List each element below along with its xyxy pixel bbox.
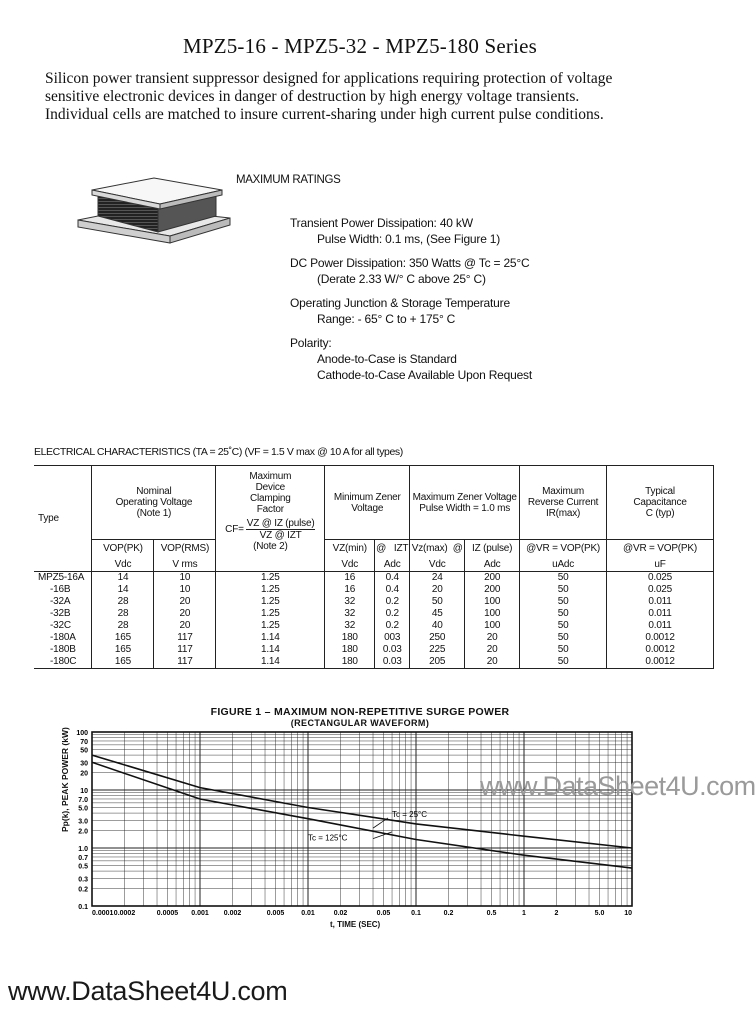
table-cell: 117 (154, 644, 216, 656)
header-line: Clamping (250, 493, 291, 504)
table-cell: 50 (520, 584, 607, 596)
unit-cell: Adc (375, 557, 410, 572)
y-tick-label: 0.2 (78, 886, 88, 894)
table-cell: 1.14 (216, 644, 325, 656)
vz-min-header: VZ(min) (325, 540, 375, 558)
table-cell: 28 (92, 596, 154, 608)
electrical-heading: ELECTRICAL CHARACTERISTICS (TA = 25˚C) (VF = 1.5 V max @ 10 A for all types) (34, 446, 403, 458)
table-cell: 1.14 (216, 632, 325, 644)
table-cell: 0.03 (375, 644, 410, 656)
table-cell: 50 (520, 644, 607, 656)
x-tick-label: 0.5 (486, 910, 497, 917)
table-cell: 20 (154, 620, 216, 632)
type-cell: -32B (50, 608, 71, 619)
x-tick-label: 1 (522, 910, 526, 917)
chart-ticks (76, 730, 632, 917)
y-tick-label: 3.0 (78, 818, 88, 826)
table-cell: 180 (325, 644, 375, 656)
table-cell: 1.25 (216, 620, 325, 632)
chart-frame (92, 732, 632, 906)
table-cell: 28 (92, 608, 154, 620)
y-tick-label: 0.1 (78, 904, 88, 911)
curve-label-125: Tc = 125°C (308, 833, 348, 843)
at-sign: @ (376, 543, 387, 554)
x-tick-label: 2 (554, 910, 559, 917)
table-cell: 0.025 (607, 572, 714, 585)
vop-rms-header: VOP(RMS) (154, 540, 216, 558)
iz-header: IZ (pulse) (465, 540, 520, 558)
unit-cell: Vdc (325, 557, 375, 572)
page-title: MPZ5-16 - MPZ5-32 - MPZ5-180 Series (182, 34, 538, 58)
table-cell: 100 (465, 620, 520, 632)
table-cell: 20 (465, 656, 520, 669)
header-line: Voltage (351, 502, 384, 514)
table-cell: 32 (325, 596, 375, 608)
table-cell: 100 (465, 596, 520, 608)
table-cell: 28 (92, 620, 154, 632)
header-line: Maximum Zener Voltage (412, 491, 517, 503)
table-cell: 0.03 (375, 656, 410, 669)
watermark-chart: www.DataSheet4U.com (480, 771, 756, 801)
header-line: C (typ) (645, 508, 675, 519)
table-cell: 003 (375, 632, 410, 644)
derate: (Derate 2.33 W/° C above 25° C) (317, 272, 486, 286)
x-tick-label: 5.0 (594, 910, 605, 917)
table-cell: 0.025 (607, 584, 714, 596)
ratings-heading: MAXIMUM RATINGS (236, 174, 341, 186)
type-cell: -180A (50, 632, 76, 643)
table-cell: 50 (520, 596, 607, 608)
table-cell: 20 (410, 584, 465, 596)
x-tick-label: 0.05 (376, 910, 391, 917)
table-cell: 165 (92, 644, 154, 656)
header-line: Capacitance (633, 497, 687, 508)
table-cell: 16 (325, 584, 375, 596)
unit-cell: uF (607, 557, 714, 572)
table-cell: 0.2 (375, 596, 410, 608)
vz-max-label: Vz(max) (411, 543, 448, 554)
table-cell: 50 (520, 620, 607, 632)
polarity: Polarity: (290, 336, 332, 350)
table-cell: 10 (154, 572, 216, 585)
table-cell: 20 (154, 596, 216, 608)
curve-label-25: Tc = 25°C (392, 810, 428, 820)
table-cell: 0.011 (607, 596, 714, 608)
x-axis-label: t, TIME (SEC) (330, 920, 381, 929)
at-sign: @ (452, 543, 463, 554)
type-cell: -32C (50, 620, 71, 631)
vop-pk-header: VOP(PK) (92, 540, 154, 558)
table-cell: 0.4 (375, 584, 410, 596)
y-axis-label: Pp(k), PEAK POWER (kW) (60, 727, 70, 832)
dc-power: DC Power Dissipation: 350 Watts @ Tc = 25°C (290, 256, 530, 270)
unit-cell: V rms (154, 557, 216, 572)
table-cell: 225 (410, 644, 465, 656)
table-cell: 50 (520, 608, 607, 620)
table-cell: 1.14 (216, 656, 325, 669)
type-cell: -180B (50, 644, 76, 655)
cf-denominator: VZ @ IZT (259, 530, 302, 541)
x-tick-label: 0.005 (266, 910, 285, 917)
header-line: Maximum (542, 486, 585, 497)
header-line: Pulse Width = 1.0 ms (419, 502, 511, 514)
table-cell: 165 (92, 632, 154, 644)
header-line: Factor (256, 504, 284, 515)
header-line: Device (255, 482, 286, 493)
c-condition: @VR = VOP(PK) (607, 540, 714, 558)
pulse-width: Pulse Width: 0.1 ms, (See Figure 1) (317, 232, 501, 246)
watermark-footer: www.DataSheet4U.com (8, 976, 288, 1006)
x-tick-label: 0.0001 (92, 910, 114, 917)
type-header: Type (34, 466, 92, 572)
unit-cell: Adc (465, 557, 520, 572)
y-tick-label: 5.0 (78, 805, 88, 813)
x-tick-label: 0.001 (191, 910, 209, 917)
y-tick-label: 0.7 (78, 854, 88, 862)
table-cell: 32 (325, 608, 375, 620)
y-tick-label: 20 (80, 770, 88, 778)
table-cell: 50 (410, 596, 465, 608)
table-cell: 0.0012 (607, 656, 714, 669)
table-cell: 0.011 (607, 608, 714, 620)
x-tick-label: 0.02 (333, 910, 348, 917)
x-tick-label: 0.01 (301, 910, 315, 917)
table-cell: 50 (520, 632, 607, 644)
table-cell: 117 (154, 632, 216, 644)
table-cell: 20 (465, 632, 520, 644)
table-cell: 250 (410, 632, 465, 644)
table-cell: 200 (465, 572, 520, 585)
polarity-alternate: Cathode-to-Case Available Upon Request (317, 368, 532, 382)
table-cell: 45 (410, 608, 465, 620)
table-cell: 1.25 (216, 608, 325, 620)
table-cell: 205 (410, 656, 465, 669)
table-cell: 20 (465, 644, 520, 656)
table-cell: 100 (465, 608, 520, 620)
table-cell: 0.0012 (607, 632, 714, 644)
table-cell: 0.2 (375, 608, 410, 620)
y-tick-label: 7.0 (78, 796, 88, 804)
y-tick-label: 70 (80, 738, 88, 746)
temperature: Operating Junction & Storage Temperature (290, 296, 510, 310)
izt-label: IZT (393, 543, 409, 554)
figure-title: FIGURE 1 – MAXIMUM NON-REPETITIVE SURGE POWER (210, 706, 510, 718)
header-line: (Note 1) (136, 508, 172, 519)
table-cell: 24 (410, 572, 465, 585)
unit-cell: Vdc (92, 557, 154, 572)
table-cell: 0.0012 (607, 644, 714, 656)
header-line: Typical (645, 486, 675, 497)
x-tick-label: 10 (624, 910, 632, 917)
table-cell: 14 (92, 572, 154, 585)
unit-cell: uAdc (520, 557, 607, 572)
table-cell: 117 (154, 656, 216, 669)
y-tick-label: 30 (80, 760, 88, 768)
intro-line: Individual cells are matched to insure current-sharing under high current pulse conditions. (45, 106, 604, 123)
table-cell: 16 (325, 572, 375, 585)
x-tick-label: 0.0002 (113, 910, 136, 917)
table-cell: 0.011 (607, 620, 714, 632)
intro-line: Silicon power transient suppressor designed for applications requiring protection of voltage (45, 70, 613, 87)
label-leader-25 (373, 818, 388, 828)
y-tick-label: 10 (80, 788, 88, 795)
table-cell: 40 (410, 620, 465, 632)
table-cell: 165 (92, 656, 154, 669)
x-tick-label: 0.1 (411, 910, 421, 917)
table-cell: 1.25 (216, 572, 325, 585)
table-cell: 50 (520, 572, 607, 585)
table-cell: 50 (520, 656, 607, 669)
table-cell: 0.4 (375, 572, 410, 585)
cf-note: (Note 2) (253, 541, 288, 552)
intro-line: sensitive electronic devices in danger of destruction by high energy voltage transients. (45, 88, 580, 105)
cf-prefix: CF= (225, 524, 244, 535)
type-cell: -32A (50, 596, 71, 607)
table-cell: 180 (325, 632, 375, 644)
y-tick-label: 2.0 (78, 828, 88, 836)
y-tick-label: 0.3 (78, 876, 88, 884)
temperature-range: Range: - 65° C to + 175° C (317, 312, 456, 326)
header-line: Minimum Zener (333, 491, 401, 503)
table-cell: 10 (154, 584, 216, 596)
table-cell: 1.25 (216, 584, 325, 596)
table-cell: 180 (325, 656, 375, 669)
x-tick-label: 0.0005 (156, 910, 179, 917)
x-tick-label: 0.2 (443, 910, 454, 917)
table-cell: 20 (154, 608, 216, 620)
cf-numerator: VZ @ IZ (pulse) (246, 518, 315, 529)
header-line: Operating Voltage (115, 497, 193, 508)
y-tick-label: 1.0 (78, 846, 88, 853)
y-tick-label: 50 (80, 747, 88, 755)
y-tick-label: 100 (76, 730, 88, 737)
ir-condition: @VR = VOP(PK) (520, 540, 607, 558)
table-cell: 14 (92, 584, 154, 596)
table-cell: 32 (325, 620, 375, 632)
y-tick-label: 0.5 (78, 863, 88, 871)
polarity-standard: Anode-to-Case is Standard (317, 352, 457, 366)
type-cell: -16B (50, 584, 71, 595)
header-line: IR(max) (546, 508, 581, 519)
x-tick-label: 0.002 (223, 910, 242, 917)
header-line: Nominal (136, 486, 172, 497)
type-cell: -180C (34, 656, 92, 669)
table-cell: 0.2 (375, 620, 410, 632)
table-cell: 1.25 (216, 596, 325, 608)
figure-subtitle: (RECTANGULAR WAVEFORM) (290, 718, 430, 728)
chart-grid (92, 732, 632, 906)
table-cell: 200 (465, 584, 520, 596)
unit-cell: Vdc (410, 557, 465, 572)
header-line: Maximum (249, 471, 292, 482)
type-cell: MPZ5-16A (34, 572, 92, 585)
header-line: Reverse Current (527, 497, 599, 508)
transient-power: Transient Power Dissipation: 40 kW (290, 216, 473, 230)
